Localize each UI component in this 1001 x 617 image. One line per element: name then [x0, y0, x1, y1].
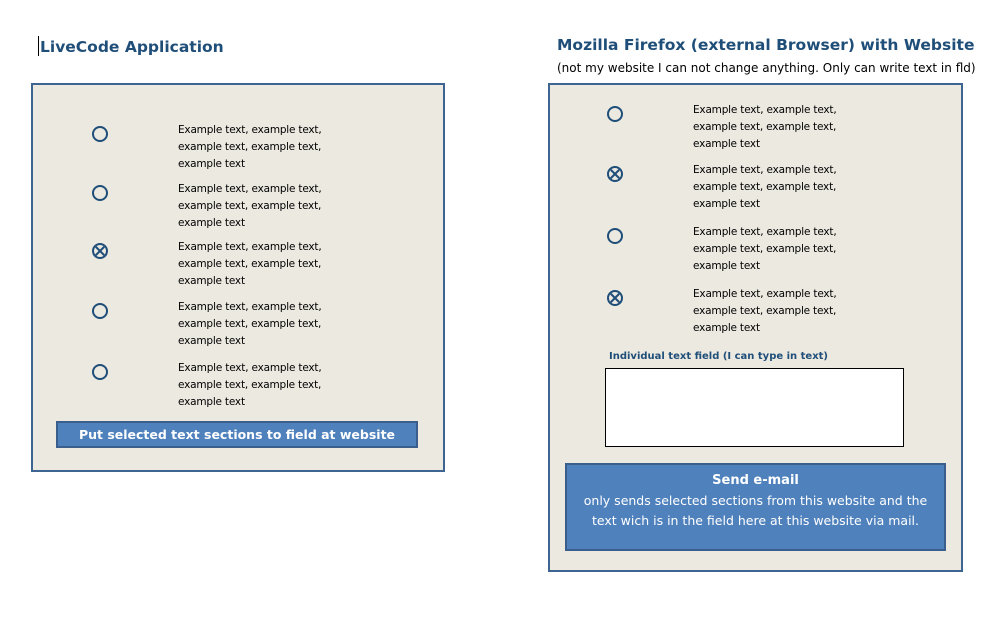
individual-text-field[interactable] [605, 368, 904, 447]
livecode-heading-text: LiveCode Application [40, 38, 224, 56]
checkbox-checked-icon[interactable] [92, 243, 108, 259]
firefox-panel [548, 83, 963, 572]
livecode-panel [31, 83, 445, 472]
text-cursor [38, 36, 39, 56]
send-email-title: Send e-mail [712, 473, 799, 488]
website-option-4[interactable] [550, 282, 961, 334]
option-text: Example text, example text, example text, example text, example text [178, 301, 322, 347]
put-selected-button[interactable]: Put selected text sections to field at website [56, 421, 418, 448]
livecode-heading [38, 36, 224, 56]
option-text: Example text, example text, example text, example text, example text [178, 241, 322, 287]
radio-empty-icon[interactable] [92, 303, 108, 319]
option-text: Example text, example text, example text, example text, example text [693, 104, 837, 150]
livecode-option-2[interactable] [33, 177, 443, 229]
send-email-button[interactable] [565, 463, 946, 551]
website-option-2[interactable] [550, 158, 961, 210]
livecode-option-3[interactable] [33, 235, 443, 287]
website-option-1[interactable] [550, 98, 961, 150]
livecode-option-5[interactable] [33, 356, 443, 408]
checkbox-checked-icon[interactable] [607, 290, 623, 306]
radio-empty-icon[interactable] [92, 185, 108, 201]
firefox-heading: Mozilla Firefox (external Browser) with Website [557, 36, 975, 54]
text-field-label: Individual text field (I can type in text) [609, 351, 829, 362]
radio-empty-icon[interactable] [607, 106, 623, 122]
option-text: Example text, example text, example text, example text, example text [178, 124, 322, 170]
firefox-subtitle: (not my website I can not change anything. Only can write text in fld) [557, 61, 976, 75]
checkbox-checked-icon[interactable] [92, 126, 108, 142]
option-text: Example text, example text, example text, example text, example text [178, 183, 322, 229]
option-text: Example text, example text, example text, example text, example text [693, 288, 837, 334]
send-email-description: only sends selected sections from this website and the text wich is in the field here at this website via mail. [583, 493, 928, 528]
checkbox-checked-icon[interactable] [607, 166, 623, 182]
livecode-option-1[interactable] [33, 118, 443, 170]
option-text: Example text, example text, example text, example text, example text [693, 164, 837, 210]
radio-empty-icon[interactable] [607, 228, 623, 244]
option-text: Example text, example text, example text, example text, example text [693, 226, 837, 272]
option-text: Example text, example text, example text, example text, example text [178, 362, 322, 408]
radio-empty-icon[interactable] [92, 364, 108, 380]
livecode-option-4[interactable] [33, 295, 443, 347]
website-option-3[interactable] [550, 220, 961, 272]
